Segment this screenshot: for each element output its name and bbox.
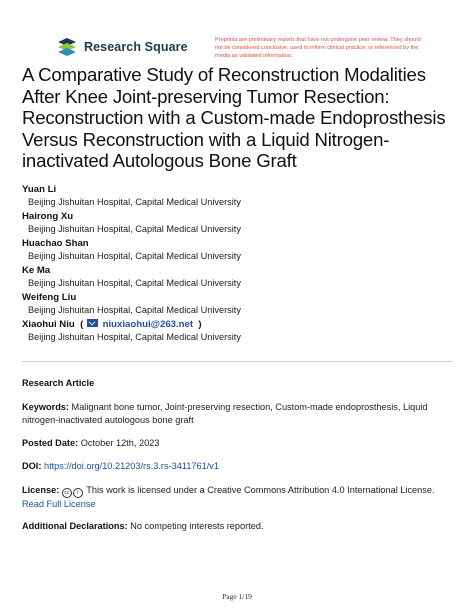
- article-title: A Comparative Study of Reconstruction Modalities After Knee Joint-preserving Tumor Resection: Reconstruction with a Custom-made Endoprosthesis Versus Reconstruction with a Liquid Nitrogen-inactivated Autologous Bone Graft: [22, 64, 446, 172]
- read-full-license-link[interactable]: Read Full License: [22, 499, 96, 509]
- author-item: [22, 291, 462, 318]
- author-affiliation: Beijing Jishuitan Hospital, Capital Medical University: [28, 224, 241, 234]
- paren-close: ): [195, 319, 202, 330]
- doi-link[interactable]: https://doi.org/10.21203/rs.3.rs-3411761/v1: [43, 461, 219, 471]
- author-affiliation: Beijing Jishuitan Hospital, Capital Medical University: [28, 251, 241, 261]
- posted-date-label: Posted Date:: [22, 438, 79, 448]
- author-name[interactable]: Huachao Shan: [22, 238, 89, 249]
- author-item: [22, 210, 462, 237]
- author-list: [22, 183, 462, 345]
- posted-date-section: [22, 437, 452, 450]
- author-item-corresponding: [22, 318, 462, 345]
- author-affiliation: Beijing Jishuitan Hospital, Capital Medical University: [28, 305, 241, 315]
- declarations-section: [22, 520, 452, 533]
- license-text: This work is licensed under a Creative Commons Attribution 4.0 International License.: [86, 485, 435, 495]
- preprint-disclaimer: Preprints are preliminary reports that have not undergone peer review. They should not be considered conclusive, used to inform clinical practice, or referenced by the media as validated information.: [215, 37, 421, 60]
- section-divider: [22, 361, 452, 362]
- author-name[interactable]: Xiaohui Niu: [22, 319, 75, 330]
- research-square-logo-icon: [56, 36, 78, 58]
- license-section: [22, 484, 452, 511]
- logo-text: Research Square: [84, 40, 188, 54]
- keywords-section: [22, 401, 452, 426]
- doi-section: [22, 460, 452, 473]
- author-item: [22, 264, 462, 291]
- author-affiliation: Beijing Jishuitan Hospital, Capital Medical University: [28, 197, 241, 207]
- mail-icon: [87, 319, 98, 327]
- keywords-label: Keywords:: [22, 402, 69, 412]
- author-email-link[interactable]: niuxiaohui@263.net: [102, 319, 194, 330]
- declarations-label: Additional Declarations:: [22, 521, 128, 531]
- author-name[interactable]: Weifeng Liu: [22, 292, 77, 303]
- declarations-value: No competing interests reported.: [130, 521, 264, 531]
- author-affiliation: Beijing Jishuitan Hospital, Capital Medical University: [28, 332, 241, 342]
- doi-label: DOI:: [22, 461, 42, 471]
- author-name-row: [22, 318, 462, 331]
- paren-open: (: [77, 319, 84, 330]
- author-name[interactable]: Hairong Xu: [22, 211, 74, 222]
- author-item: [22, 183, 462, 210]
- author-name[interactable]: Ke Ma: [22, 265, 51, 276]
- research-square-logo[interactable]: [56, 36, 188, 58]
- posted-date-value: October 12th, 2023: [80, 438, 160, 448]
- page-number: Page 1/19: [222, 592, 252, 601]
- cc-by-icon: i: [73, 488, 83, 498]
- cc-icon: cc: [62, 488, 72, 498]
- article-type: Research Article: [22, 378, 95, 388]
- license-label: License:: [22, 485, 60, 495]
- author-item: [22, 237, 462, 264]
- keywords-value: Malignant bone tumor, Joint-preserving resection, Custom-made endoprosthesis, Liquid nitrogen-inactivated autologous bone graft: [22, 402, 428, 425]
- author-name[interactable]: Yuan Li: [22, 184, 57, 195]
- author-affiliation: Beijing Jishuitan Hospital, Capital Medical University: [28, 278, 241, 288]
